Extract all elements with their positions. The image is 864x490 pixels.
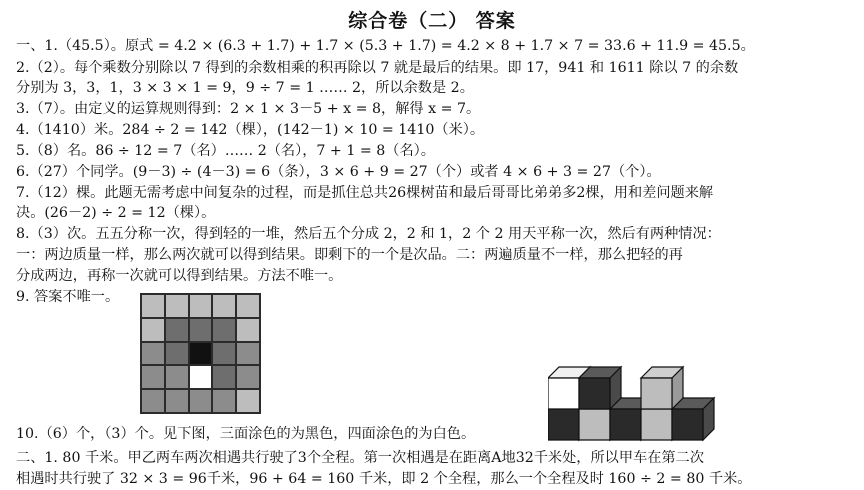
grid-cell	[237, 390, 259, 412]
grid-cell	[213, 390, 235, 412]
answer-line: 3.（7）。由定义的运算规则得到：2 × 1 × 3－5 + x = 8，解得 x = 7。	[16, 101, 481, 117]
cube-front-face	[672, 409, 703, 440]
answer-line: 分成两边，再称一次就可以得到结果。方法不唯一。	[16, 268, 343, 284]
answer-line: 相遇时共行驶了 32 × 3 = 96千米，96 + 64 = 160 千米，即 2 个全程，那么一个全程及时 160 ÷ 2 = 80 千米。	[16, 471, 752, 487]
grid-cell	[142, 343, 164, 365]
grid-cell	[213, 295, 235, 317]
grid-cell	[237, 366, 259, 388]
grid-cell	[213, 319, 235, 341]
answer-line: 分别为 3，3，1，3 × 3 × 1 = 9，9 ÷ 7 = 1 …… 2，所以余数是 2。	[16, 80, 474, 96]
grid-cell	[213, 366, 235, 388]
grid-cell	[142, 319, 164, 341]
answer-line: 7.（12）棵。此题无需考虑中间复杂的过程，而是抓住总共26棵树苗和最后哥哥比弟弟多2棵，用和差问题来解	[16, 185, 714, 201]
grid-cell	[237, 343, 259, 365]
grid-cell	[190, 319, 212, 341]
grid-cell	[237, 319, 259, 341]
answer-line: 4.（1410）米。284 ÷ 2 = 142（棵），(142－1) × 10 = 1410（米）。	[16, 122, 485, 138]
grid-cell	[190, 295, 212, 317]
answer-line: 8.（3）次。五五分称一次，得到轻的一堆，然后五个分成 2，2 和 1，2 个 2 用天平称一次，然后有两种情况：	[16, 226, 721, 242]
answer-line: 一、1.（45.5）。原式 = 4.2 × (6.3 + 1.7) + 1.7 × (5.3 + 1.7) = 4.2 × 8 + 1.7 × 7 = 33.6 + 11.9 = 45.5。	[16, 38, 755, 54]
answer-line: 9. 答案不唯一。	[16, 289, 120, 305]
answer-line: 二、1. 80 千米。甲乙两车两次相遇共行驶了3个全程。第一次相遇是在距离A地32千米处，所以甲车在第二次	[16, 450, 705, 466]
answer-line: 6.（27）个同学。(9－3) ÷ (4－3) = 6（条），3 × 6 + 9 = 27（个）或者 4 × 6 + 3 = 27（个）。	[16, 164, 661, 180]
page-title: 综合卷（二） 答案	[348, 10, 516, 32]
answer-line: 2.（2）。每个乘数分别除以 7 得到的余数相乘的积再除以 7 就是最后的结果。即 17，941 和 1611 除以 7 的余数	[16, 60, 739, 76]
grid-cell	[166, 390, 188, 412]
cube-front-face	[548, 378, 579, 409]
answer-line: 5.（8）名。86 ÷ 12 = 7（名）…… 2（名），7 + 1 = 8（名）。	[16, 143, 435, 159]
cube-front-face	[579, 378, 610, 409]
grid-cell	[190, 343, 212, 365]
grid-cell	[142, 295, 164, 317]
grid-cell	[213, 343, 235, 365]
grid-cell	[190, 366, 212, 388]
grid-cell	[142, 390, 164, 412]
shaded-grid-figure	[140, 293, 261, 414]
cube-front-face	[610, 409, 641, 440]
grid-cell	[237, 295, 259, 317]
grid-cell	[166, 319, 188, 341]
answer-line: 一：两边质量一样，那么两次就可以得到结果。即剩下的一个是次品。二：两遍质量不一样，那么把轻的再	[16, 247, 683, 263]
answer-line: 10.（6）个，（3）个。见下图，三面涂色的为黑色，四面涂色的为白色。	[16, 426, 476, 442]
grid-cell	[190, 390, 212, 412]
grid-cell	[166, 343, 188, 365]
grid-cell	[142, 366, 164, 388]
grid-cell	[166, 366, 188, 388]
cube-front-face	[641, 409, 672, 440]
cube-front-face	[548, 409, 579, 440]
grid-cell	[166, 295, 188, 317]
cube-stack-figure	[548, 352, 732, 442]
answer-line: 决。(26－2) ÷ 2 = 12（棵）。	[16, 205, 216, 221]
cube-front-face	[579, 409, 610, 440]
cube-front-face	[641, 378, 672, 409]
